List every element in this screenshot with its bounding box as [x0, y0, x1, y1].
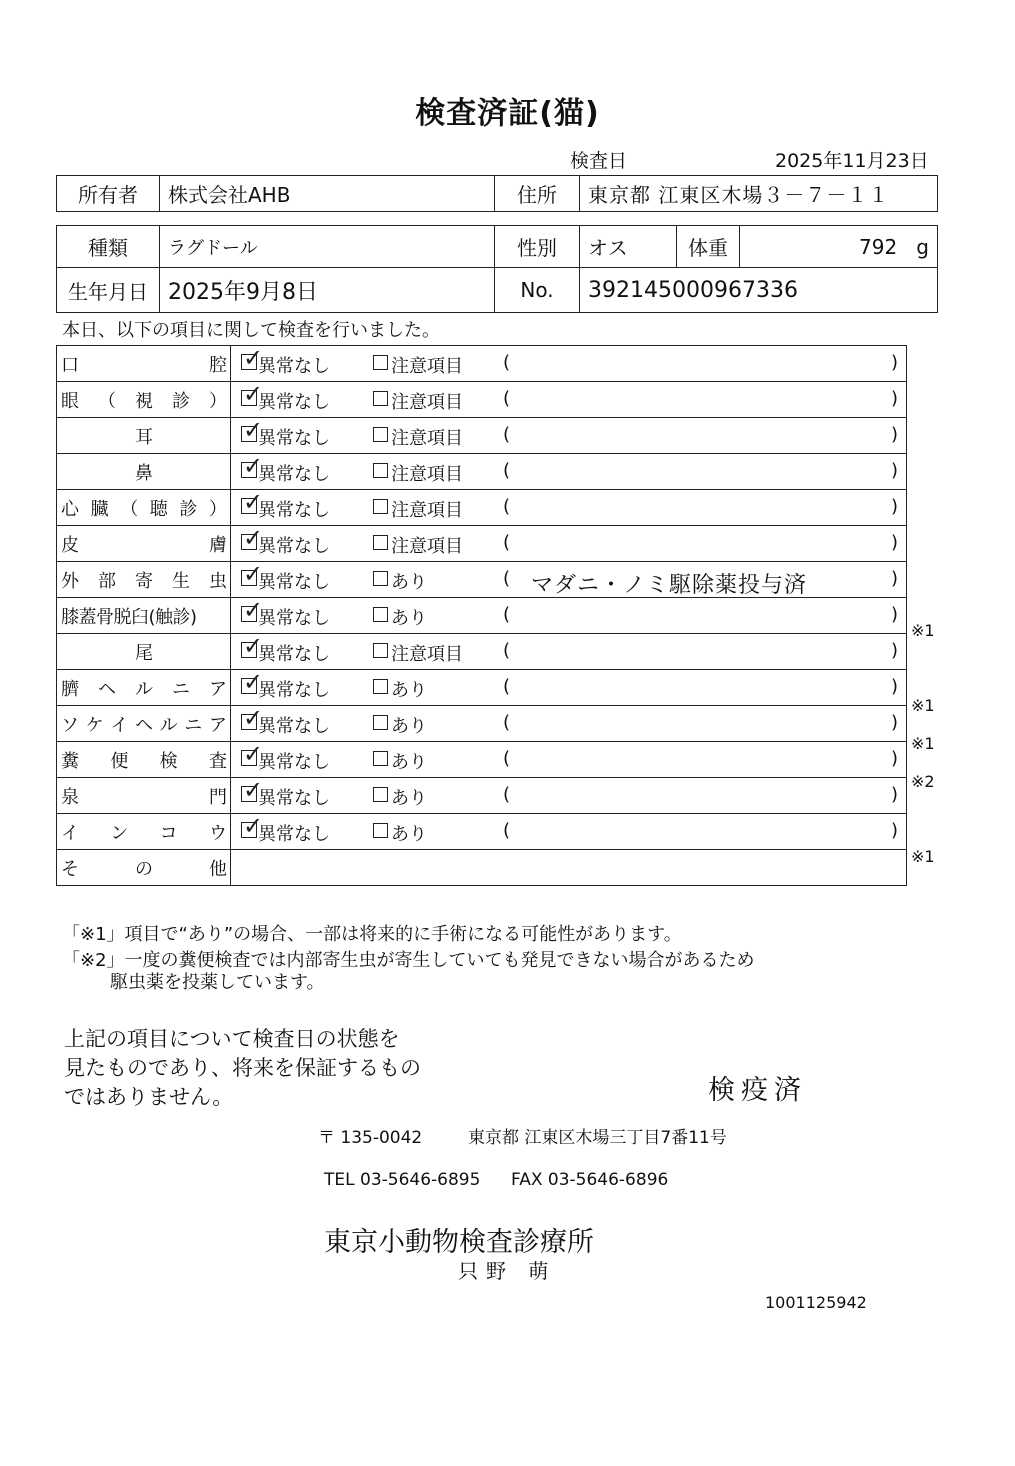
normal-label: 異常なし: [258, 356, 330, 377]
close-paren: ): [890, 784, 898, 805]
clinic-person: 只野 萌: [458, 1259, 557, 1283]
birth-value: 2025年9月8日: [160, 268, 495, 313]
exam-item-label: 眼 （ 視 診 ）: [61, 390, 227, 412]
option-checkbox[interactable]: [373, 535, 388, 550]
other-label: そ の 他: [61, 858, 227, 880]
close-paren: ): [890, 748, 898, 769]
exam-item-cell: [57, 778, 231, 814]
option-checkbox[interactable]: [373, 427, 388, 442]
exam-item-cell: [57, 670, 231, 706]
check-mark-icon: ✓: [243, 560, 264, 588]
exam-item-cell: [57, 490, 231, 526]
owner-table: [56, 175, 938, 212]
option-checkbox[interactable]: [373, 679, 388, 694]
exam-item-label: 尾: [135, 642, 153, 664]
exam-date-value: 2025年11月23日: [775, 150, 929, 172]
option-checkbox[interactable]: [373, 463, 388, 478]
option-label: 注意項目: [391, 356, 463, 377]
normal-label: 異常なし: [258, 824, 330, 845]
exam-row: [57, 742, 907, 778]
option-checkbox[interactable]: [373, 643, 388, 658]
open-paren: (: [503, 676, 511, 697]
no-label: No.: [495, 268, 580, 313]
check-mark-icon: ✓: [243, 596, 264, 624]
exam-result-cell: [231, 526, 907, 562]
option-label: あり: [391, 824, 427, 845]
normal-label: 異常なし: [258, 680, 330, 701]
exam-item-cell: [57, 814, 231, 850]
normal-label: 異常なし: [258, 392, 330, 413]
exam-item-label: 膝蓋骨脱臼(触診): [61, 606, 197, 628]
option-label: 注意項目: [391, 392, 463, 413]
exam-item-cell: [57, 634, 231, 670]
option-checkbox[interactable]: [373, 499, 388, 514]
check-mark-icon: ✓: [243, 740, 264, 768]
statement-line-3: ではありません。: [64, 1085, 234, 1109]
option-label: あり: [391, 788, 427, 809]
exam-result-cell: [231, 490, 907, 526]
open-paren: (: [503, 568, 511, 589]
option-checkbox[interactable]: [373, 787, 388, 802]
option-label: あり: [391, 608, 427, 629]
exam-result-cell: [231, 634, 907, 670]
exam-result-cell: [231, 562, 907, 598]
check-mark-icon: ✓: [243, 704, 264, 732]
exam-item-cell: [57, 598, 231, 634]
document-number: 1001125942: [765, 1293, 867, 1312]
open-paren: (: [503, 460, 511, 481]
sex-label: 性別: [495, 226, 580, 268]
check-mark-icon: ✓: [243, 632, 264, 660]
exam-row: [57, 706, 907, 742]
close-paren: ): [890, 712, 898, 733]
open-paren: (: [503, 424, 511, 445]
option-label: 注意項目: [391, 464, 463, 485]
normal-label: 異常なし: [258, 536, 330, 557]
owner-value: 株式会社AHB: [160, 176, 495, 212]
statement-line-1: 上記の項目について検査日の状態を: [64, 1027, 400, 1051]
option-checkbox[interactable]: [373, 715, 388, 730]
option-checkbox[interactable]: [373, 571, 388, 586]
exam-result-cell: [231, 778, 907, 814]
open-paren: (: [503, 388, 511, 409]
exam-item-label: ソ ケ イ ヘ ル ニ ア: [61, 714, 227, 736]
footnote-mark: ※1: [911, 696, 935, 716]
check-mark-icon: ✓: [243, 776, 264, 804]
exam-item-label: 皮 膚: [61, 534, 227, 556]
check-mark-icon: ✓: [243, 344, 264, 372]
close-paren: ): [890, 676, 898, 697]
footnote-mark: ※1: [911, 620, 935, 640]
close-paren: ): [890, 532, 898, 553]
weight-value: 792: [859, 234, 898, 259]
sex-value: オス: [580, 226, 677, 268]
normal-label: 異常なし: [258, 608, 330, 629]
close-paren: ): [890, 820, 898, 841]
option-label: あり: [391, 572, 427, 593]
other-field[interactable]: [231, 850, 907, 886]
close-paren: ): [890, 352, 898, 373]
footnote-mark: ※1: [911, 734, 935, 753]
close-paren: ): [890, 568, 898, 589]
exam-row: [57, 598, 907, 634]
exam-item-label: 糞 便 検 査: [61, 750, 227, 772]
exam-item-label: 口 腔: [61, 354, 227, 376]
exam-row: [57, 418, 907, 454]
exam-item-cell: [57, 346, 231, 382]
exam-row: [57, 634, 907, 670]
exam-item-label: 臍 ヘ ル ニ ア: [61, 678, 227, 700]
option-label: 注意項目: [391, 428, 463, 449]
close-paren: ): [890, 604, 898, 625]
normal-label: 異常なし: [258, 428, 330, 449]
exam-result-cell: [231, 382, 907, 418]
breed-label: 種類: [57, 226, 160, 268]
exam-item-label: イ ン コ ウ: [61, 822, 227, 844]
check-mark-icon: ✓: [243, 488, 264, 516]
check-mark-icon: ✓: [243, 812, 264, 840]
open-paren: (: [503, 532, 511, 553]
open-paren: (: [503, 640, 511, 661]
clinic-postal: 〒 135-0042: [318, 1128, 423, 1148]
weight-unit: g: [916, 234, 929, 259]
open-paren: (: [503, 748, 511, 769]
address-value: 東京都 江東区木場３－７－１１: [580, 176, 938, 212]
check-mark-icon: ✓: [243, 524, 264, 552]
exam-item-cell: [57, 418, 231, 454]
exam-result-cell: [231, 418, 907, 454]
footnote-mark: ※2: [911, 771, 935, 791]
exam-item-label: 外 部 寄 生 虫: [61, 570, 227, 592]
open-paren: (: [503, 712, 511, 733]
check-mark-icon: ✓: [243, 380, 264, 408]
exam-item-cell: [57, 706, 231, 742]
close-paren: ): [890, 460, 898, 481]
exam-row: [57, 526, 907, 562]
breed-value: ラグドール: [160, 226, 495, 268]
exam-table: [56, 345, 907, 886]
birth-label: 生年月日: [57, 268, 160, 313]
statement-line-2: 見たものであり、将来を保証するもの: [64, 1056, 421, 1080]
exam-row: [57, 490, 907, 526]
exam-row: [57, 670, 907, 706]
option-checkbox[interactable]: [373, 751, 388, 766]
check-mark-icon: ✓: [243, 416, 264, 444]
quarantine-stamp: 検疫済: [708, 1075, 807, 1106]
intro-text: 本日、以下の項目に関して検査を行いました。: [62, 320, 440, 341]
exam-item-label: 心 臓 （ 聴 診 ）: [61, 498, 227, 520]
open-paren: (: [503, 496, 511, 517]
normal-label: 異常なし: [258, 500, 330, 521]
clinic-tel: TEL 03-5646-6895: [324, 1170, 481, 1190]
normal-label: 異常なし: [258, 788, 330, 809]
exam-row: [57, 382, 907, 418]
close-paren: ): [890, 640, 898, 661]
footnote-mark: ※1: [911, 847, 935, 867]
close-paren: ): [890, 388, 898, 409]
option-label: 注意項目: [391, 644, 463, 665]
exam-item-cell: [57, 526, 231, 562]
normal-label: 異常なし: [258, 464, 330, 485]
other-row: [57, 850, 907, 886]
close-paren: ): [890, 424, 898, 445]
close-paren: ): [890, 496, 898, 517]
exam-row: [57, 778, 907, 814]
exam-result-cell: [231, 706, 907, 742]
normal-label: 異常なし: [258, 644, 330, 665]
option-label: あり: [391, 716, 427, 737]
exam-comment: マダニ・ノミ駆除薬投与済: [531, 573, 808, 598]
exam-date-label: 検査日: [570, 150, 628, 172]
open-paren: (: [503, 820, 511, 841]
exam-result-cell: [231, 670, 907, 706]
clinic-address: 東京都 江東区木場三丁目7番11号: [468, 1128, 727, 1148]
option-checkbox[interactable]: [373, 391, 388, 406]
footnote-2: 「※2」一度の糞便検査では内部寄生虫が寄生していても発見できない場合があるため: [62, 950, 755, 971]
check-mark-icon: ✓: [243, 452, 264, 480]
exam-result-cell: [231, 598, 907, 634]
normal-label: 異常なし: [258, 572, 330, 593]
exam-item-label: 鼻: [135, 462, 153, 484]
option-label: 注意項目: [391, 500, 463, 521]
weight-cell: [740, 226, 938, 268]
option-checkbox[interactable]: [373, 823, 388, 838]
exam-item-label: 泉 門: [61, 786, 227, 808]
address-label: 住所: [495, 176, 580, 212]
normal-label: 異常なし: [258, 716, 330, 737]
exam-row: [57, 346, 907, 382]
option-label: 注意項目: [391, 536, 463, 557]
clinic-fax: FAX 03-5646-6896: [511, 1170, 669, 1190]
footnote-2-cont: 駆虫薬を投薬しています。: [110, 972, 325, 993]
no-value: 392145000967336: [580, 268, 938, 313]
exam-item-cell: [57, 382, 231, 418]
option-checkbox[interactable]: [373, 355, 388, 370]
exam-result-cell: [231, 814, 907, 850]
weight-label: 体重: [677, 226, 740, 268]
check-mark-icon: ✓: [243, 668, 264, 696]
footnote-1: 「※1」項目で“あり”の場合、一部は将来的に手術になる可能性があります。: [62, 924, 682, 945]
open-paren: (: [503, 784, 511, 805]
exam-item-cell: [57, 454, 231, 490]
exam-item-cell: [57, 562, 231, 598]
pet-table: [56, 225, 938, 313]
page-title: 検査済証(猫): [415, 96, 600, 131]
clinic-name: 東京小動物検査診療所: [324, 1227, 594, 1258]
owner-label: 所有者: [57, 176, 160, 212]
exam-result-cell: [231, 742, 907, 778]
option-checkbox[interactable]: [373, 607, 388, 622]
open-paren: (: [503, 352, 511, 373]
normal-label: 異常なし: [258, 752, 330, 773]
open-paren: (: [503, 604, 511, 625]
option-label: あり: [391, 752, 427, 773]
exam-result-cell: [231, 454, 907, 490]
option-label: あり: [391, 680, 427, 701]
exam-row: [57, 814, 907, 850]
exam-result-cell: [231, 346, 907, 382]
exam-row: [57, 562, 907, 598]
exam-item-cell: [57, 742, 231, 778]
exam-item-label: 耳: [135, 426, 153, 448]
exam-row: [57, 454, 907, 490]
